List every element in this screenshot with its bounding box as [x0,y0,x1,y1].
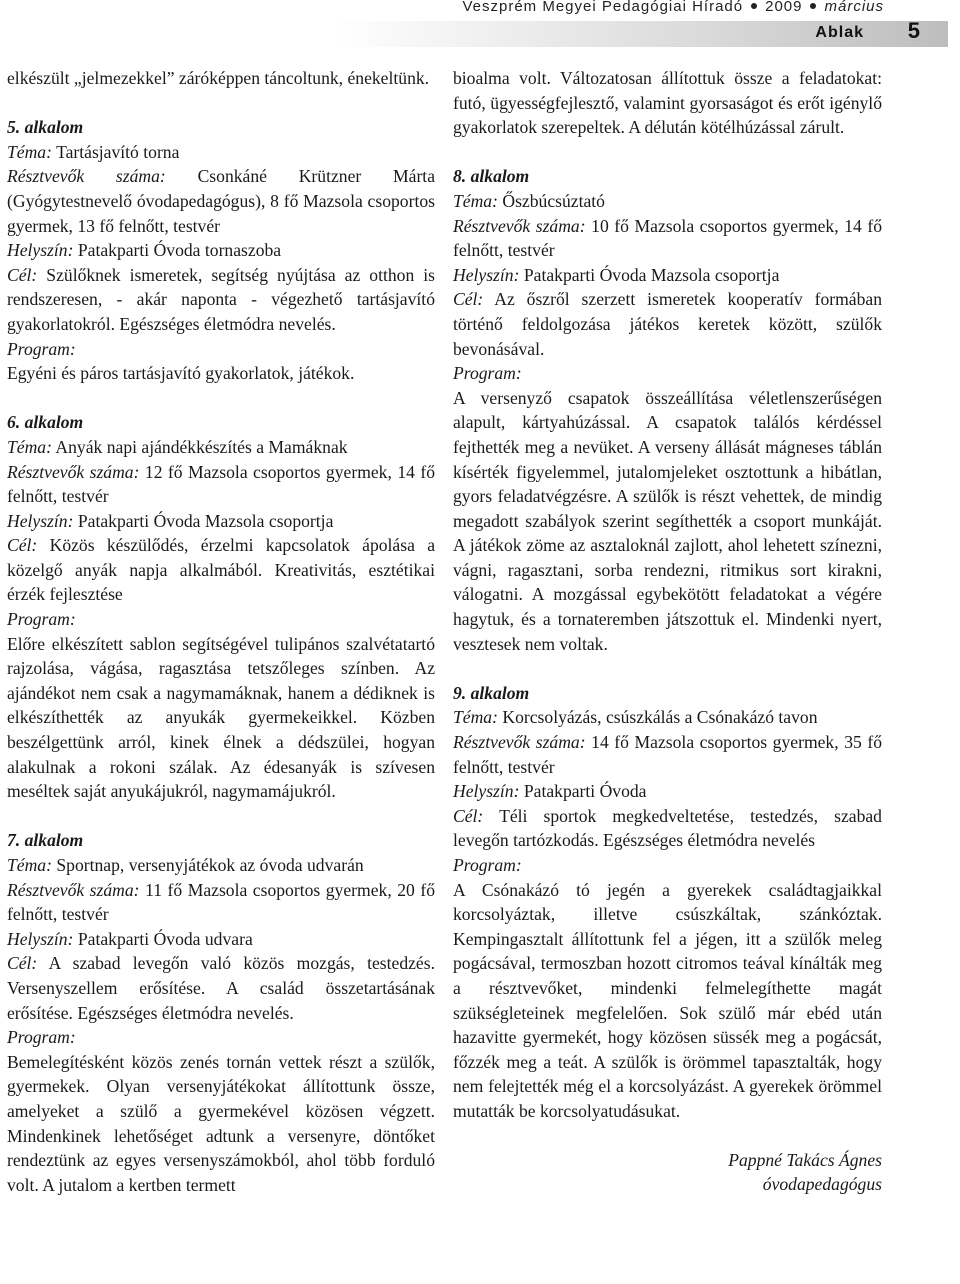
resztvevok-value: 12 fő Mazsola csoportos gyermek, 14 fő felnőtt, testvér [7,461,435,507]
cel-value: Az őszről szerzett ismeretek kooperatív formában történő feldolgozása játékos keretek között, szülők bevonásával. [453,289,882,359]
author-name: Pappné Takács Ágnes [728,1149,882,1170]
session-7 [7,828,435,1197]
cel-value: Szülőknek ismeretek, segítség nyújtása az otthon is rendszeresen, - akár naponta - végezhető tartásjavító gyakorlatokról. Egészséges életmódra nevelés. [7,264,435,334]
helyszin-line [7,238,435,263]
author-role: óvodapedagógus [762,1174,882,1195]
helyszin-value: Patakparti Óvoda udvara [77,928,253,949]
helyszin-value: Patakparti Óvoda [523,781,647,802]
resztvevok-line [7,164,435,238]
session-5 [7,115,435,386]
helyszin-line [453,779,882,804]
program-text: A Csónakázó tó jegén a gyerekek családtagjaikkal korcsolyáztak, illetve csúszkáltak, szánkóztak. Kempingasztalt állítottunk fel a jégen, itt a szülők meleg pogácsával, termoszban hozott citromos teával kínálták meg a résztvevőket, mindenki felmelegíthette magát szükségleteinek megfelelően. Sok szülő már ebéd után hazavitte gyermekét, hogy közösen süssék meg a pogácsát, főzzék meg a teát. A szülők is örömmel tapasztalták, hogy nem felejtették még el a korcsolyázást. A gyerekek örömmel mutatták be korcsolyatudásukat. [453,879,882,1121]
tema-label: Téma: [7,141,52,162]
resztvevok-line [453,214,882,263]
cel-line [7,533,435,607]
tema-line [453,705,882,730]
helyszin-value: Patakparti Óvoda Mazsola csoportja [77,510,334,531]
cel-line [453,287,882,361]
continuation-paragraph: bioalma volt. Változatosan állítottuk össze a feladatokat: futó, ügyességfejlesztő, valamint gyorsaságot és erőt igénylő gyakorlatok szerepeltek. A délután kötélhúzással zárult. [453,68,882,138]
helyszin-label: Helyszín: [453,264,520,285]
program-text: Előre elkészített sablon segítségével tulipános szalvétatartó rajzolása, vágása, ragasztása tetszőleges színben. Az ajándékot nem csak a nagymamáknak, hanem a dédiknek is elkészíthették az anyukák gyermekeikkel. Közben beszélgettünk arról, kinek élnek a dédszülei, hogyan alakulnak a rokoni szálak. Az édesanyák is szívesen meséltek saját anyukájukról, nagymamájukról. [7,633,435,802]
tema-label: Téma: [453,190,498,211]
cel-label: Cél: [453,805,484,826]
resztvevok-line [7,878,435,927]
right-column [453,66,882,1197]
helyszin-label: Helyszín: [7,510,74,531]
resztvevok-value: 11 fő Mazsola csoportos gyermek, 20 fő felnőtt, testvér [7,879,435,925]
tema-line [7,435,435,460]
session-title: 9. alkalom [453,682,530,703]
cel-label: Cél: [7,953,38,974]
author-signature [453,1148,882,1197]
helyszin-line [7,927,435,952]
resztvevok-value: 10 fő Mazsola csoportos gyermek, 14 fő felnőtt, testvér [453,215,882,261]
page-number: 5 [907,18,920,43]
cel-value: Téli sportok megkedveltetése, testedzés, szabad levegőn tartózkodás. Egészséges életmódra nevelés [453,805,882,851]
resztvevok-label: Résztvevők száma: [7,879,140,900]
header-band [0,21,948,47]
publication-month: március [824,0,884,15]
bullet-dot-icon [810,3,816,9]
cel-value: A szabad levegőn való közös mozgás, testedzés. Versenyszellem erősítése. A család összetartásának erősítése. Egészséges életmódra nevelés. [7,953,435,1023]
cel-label: Cél: [7,535,38,556]
cel-line [7,951,435,1025]
helyszin-value: Patakparti Óvoda tornaszoba [77,240,282,261]
resztvevok-label: Résztvevők száma: [453,215,586,236]
left-column [7,66,435,1197]
session-title: 6. alkalom [7,412,84,433]
tema-line [7,140,435,165]
tema-value: Tartásjavító torna [56,141,180,162]
cel-label: Cél: [7,264,38,285]
tema-line [453,189,882,214]
helyszin-label: Helyszín: [7,240,74,261]
cel-value: Közös készülődés, érzelmi kapcsolatok ápolása a közelgő anyák napja alkalmából. Kreativitás, esztétikai érzék fejlesztése [7,535,436,605]
resztvevok-value: 14 fő Mazsola csoportos gyermek, 35 fő felnőtt, testvér [453,732,882,777]
publication-title: Veszprém Megyei Pedagógiai Híradó [462,0,744,15]
resztvevok-value: Csonkáné Krützner Márta (Gyógytestnevelő óvodapedagógus), 8 fő Mazsola csoportos gyermek, 13 fő felnőtt, testvér [7,166,436,236]
intro-paragraph: elkészült „jelmezekkel” záróképpen táncoltunk, énekeltünk. [7,68,430,88]
session-title: 8. alkalom [453,166,530,187]
resztvevok-label: Résztvevők száma: [453,732,586,753]
section-name: Ablak [815,24,864,41]
session-8 [453,164,882,656]
tema-label: Téma: [7,855,52,875]
running-header [462,0,884,22]
program-label: Program: [7,338,76,359]
tema-label: Téma: [453,707,498,728]
tema-line [7,853,435,878]
program-label: Program: [453,855,522,875]
helyszin-label: Helyszín: [453,781,520,802]
tema-value: Őszbúcsúztató [502,190,605,211]
tema-label: Téma: [7,436,52,457]
tema-value: Anyák napi ajándékkészítés a Mamáknak [55,436,348,457]
program-label: Program: [453,363,522,384]
helyszin-line [453,263,882,288]
session-title: 7. alkalom [7,830,84,851]
tema-value: Sportnap, versenyjátékok az óvoda udvarán [56,855,364,875]
helyszin-line [7,509,435,534]
cel-line [453,804,882,853]
session-6 [7,410,435,804]
program-text: A versenyző csapatok összeállítása véletlenszerűségen alapult, kártyahúzással. A csapatok találós kérdéssel fejthették meg a nevüket. A verseny állását mágneses táblán kísérték figyelemmel, jutalomjeleket osztottunk a hibátlan, gyors feladatvégzésre. A szülők is részt vehettek, de mindig megadott szabályok szerint segíthették a csoport munkáját. A játékok zöme az asztaloknál zajlott, ahol lehetett színezni, vágni, ragasztani, sorba rendezni, ritmikus sort kirakni, válogatni. A mozgással egybekötött feladatokat a végére hagytuk, és a tornateremben játszottuk el. Mindenki nyert, vesztesek nem voltak. [453,387,882,654]
session-title: 5. alkalom [7,117,84,138]
publication-year: 2009 [765,0,803,15]
resztvevok-line [7,460,435,509]
program-text: Bemelegítésként közös zenés tornán vettek részt a szülők, gyermekek. Olyan versenyjátékokat állítottunk össze, amelyeket a szülő a gyermekével közösen végzett. Mindenkinek lehetőséget adtunk a versenyre, döntőket rendeztünk az egyes versenyszámokból, ahol több forduló volt. A jutalom a kertben termett [7,1051,435,1195]
helyszin-value: Patakparti Óvoda Mazsola csoportja [523,264,780,285]
tema-value: Korcsolyázás, csúszkálás a Csónakázó tavon [502,707,818,728]
program-label: Program: [7,609,76,630]
bullet-dot-icon [751,3,757,9]
program-label: Program: [7,1027,76,1048]
program-text: Egyéni és páros tartásjavító gyakorlatok, játékok. [7,363,355,384]
resztvevok-label: Résztvevők száma: [7,461,140,482]
cel-label: Cél: [453,289,484,310]
resztvevok-line [453,730,882,779]
session-9 [453,681,882,1124]
helyszin-label: Helyszín: [7,928,74,949]
resztvevok-label: Résztvevők száma: [7,166,166,187]
cel-line [7,263,435,337]
